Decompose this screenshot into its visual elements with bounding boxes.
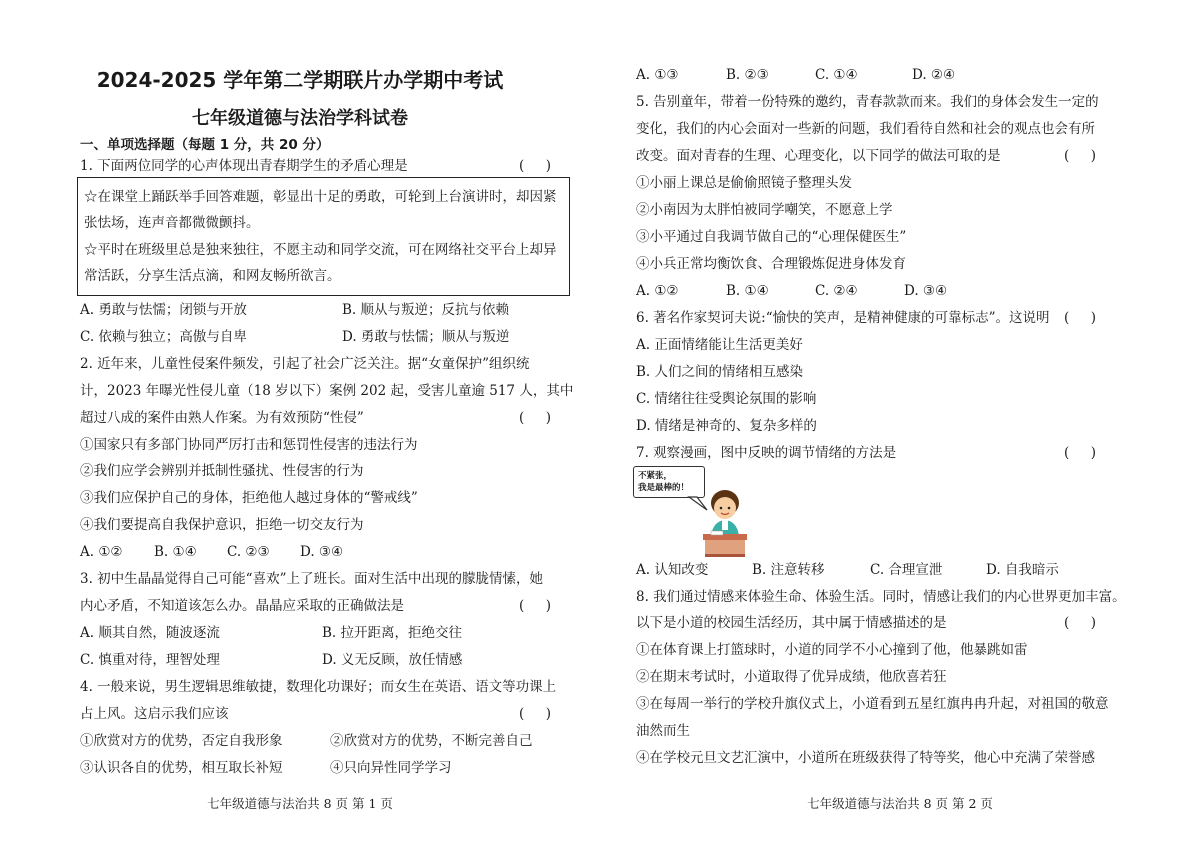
q4-option-c: C. ①④ bbox=[815, 67, 858, 83]
q6-option-b: B. 人们之间的情绪相互感染 bbox=[636, 364, 804, 380]
q4-item: ①欣赏对方的优势，否定自我形象 bbox=[80, 733, 283, 749]
q1-option-d: D. 勇敢与怯懦；顺从与叛逆 bbox=[342, 329, 510, 345]
q4-item: ④只向异性同学学习 bbox=[330, 760, 452, 776]
q2-item: ④我们要提高自我保护意识，拒绝一切交友行为 bbox=[80, 517, 364, 533]
q2-stem-line: 超过八成的案件由熟人作案。为有效预防“性侵” bbox=[80, 410, 364, 426]
q2-option-a: A. ①② bbox=[80, 544, 123, 560]
exam-title: 2024-2025 学年第二学期联片办学期中考试 bbox=[96, 68, 504, 92]
q4-item: ③认识各自的优势，相互取长补短 bbox=[80, 760, 283, 776]
q1-box-line: ☆平时在班级里总是独来独往，不愿主动和同学交流，可在网络社交平台上却异 bbox=[84, 242, 557, 258]
q2-option-d: D. ③④ bbox=[300, 544, 344, 560]
right-page bbox=[600, 0, 1200, 847]
q5-option-c: C. ②④ bbox=[815, 283, 858, 299]
q4-item: ②欣赏对方的优势，不断完善自己 bbox=[330, 733, 533, 749]
q5-option-b: B. ①④ bbox=[726, 283, 769, 299]
q3-answer-paren: ( ) bbox=[519, 598, 551, 614]
q3-stem-line: 3. 初中生晶晶觉得自己可能“喜欢”上了班长。面对生活中出现的朦胧情愫，她 bbox=[80, 571, 543, 587]
q3-option-b: B. 拉开距离，拒绝交往 bbox=[322, 625, 463, 641]
q5-stem-line: 改变。面对青春的生理、心理变化，以下同学的做法可取的是 bbox=[636, 148, 1001, 164]
q5-item: ③小平通过自我调节做自己的“心理保健医生” bbox=[636, 229, 907, 245]
q6-option-a: A. 正面情绪能让生活更美好 bbox=[636, 337, 803, 353]
bubble-line: 我是最棒的！ bbox=[638, 483, 690, 493]
q1-option-c: C. 依赖与独立；高傲与自卑 bbox=[80, 329, 247, 345]
student-at-desk-illustration bbox=[633, 466, 748, 558]
q8-item: 油然而生 bbox=[636, 723, 690, 739]
q7-option-c: C. 合理宣泄 bbox=[870, 562, 943, 578]
q2-stem-line: 计，2023 年曝光性侵儿童（18 岁以下）案例 202 起，受害儿童逾 517 人，其中 bbox=[80, 383, 574, 399]
q5-option-a: A. ①② bbox=[636, 283, 679, 299]
q1-answer-paren: ( ) bbox=[519, 158, 551, 174]
section-heading: 一、单项选择题（每题 1 分，共 20 分） bbox=[80, 137, 330, 153]
bubble-line: 不紧张， bbox=[638, 471, 673, 481]
q3-option-a: A. 顺其自然，随波逐流 bbox=[80, 625, 220, 641]
q2-answer-paren: ( ) bbox=[519, 410, 551, 426]
q4-stem-line: 4. 一般来说，男生逻辑思维敏捷，数理化功课好；而女生在英语、语文等功课上 bbox=[80, 679, 557, 695]
q3-option-c: C. 慎重对待，理智处理 bbox=[80, 652, 220, 668]
q5-item: ④小兵正常均衡饮食、合理锻炼促进身体发育 bbox=[636, 256, 906, 272]
q4-option-d: D. ②④ bbox=[912, 67, 956, 83]
q6-answer-paren: ( ) bbox=[1064, 310, 1096, 326]
q5-item: ②小南因为太胖怕被同学嘲笑，不愿意上学 bbox=[636, 202, 893, 218]
q1-option-a: A. 勇敢与怯懦；闭锁与开放 bbox=[80, 302, 247, 318]
q7-cartoon bbox=[633, 466, 748, 558]
q1-box-line: ☆在课堂上踊跃举手回答难题，彰显出十足的勇敢，可轮到上台演讲时，却因紧 bbox=[84, 189, 557, 205]
q2-item: ③我们应保护自己的身体，拒绝他人越过身体的“警戒线” bbox=[80, 490, 418, 506]
q5-answer-paren: ( ) bbox=[1064, 148, 1096, 164]
q8-item: ④在学校元旦文艺汇演中，小道所在班级获得了特等奖，他心中充满了荣誉感 bbox=[636, 750, 1095, 766]
q7-option-d: D. 自我暗示 bbox=[986, 562, 1059, 578]
exam-subtitle: 七年级道德与法治学科试卷 bbox=[192, 108, 408, 129]
q4-option-b: B. ②③ bbox=[726, 67, 769, 83]
q2-item: ②我们应学会辨别并抵制性骚扰、性侵害的行为 bbox=[80, 463, 364, 479]
q6-option-c: C. 情绪往往受舆论氛围的影响 bbox=[636, 391, 817, 407]
q2-option-c: C. ②③ bbox=[227, 544, 270, 560]
q3-option-d: D. 义无反顾，放任情感 bbox=[322, 652, 463, 668]
q6-stem: 6. 著名作家契诃夫说:“愉快的笑声，是精神健康的可靠标志”。这说明 bbox=[636, 310, 1050, 326]
page-footer-left: 七年级道德与法治共 8 页 第 1 页 bbox=[207, 796, 393, 811]
q1-box-line: 常活跃，分享生活点滴，和网友畅所欲言。 bbox=[84, 268, 341, 284]
q4-answer-paren: ( ) bbox=[519, 706, 551, 722]
q1-stem: 1. 下面两位同学的心声体现出青春期学生的矛盾心理是 bbox=[80, 158, 408, 174]
q7-stem: 7. 观察漫画，图中反映的调节情绪的方法是 bbox=[636, 445, 897, 461]
q6-option-d: D. 情绪是神奇的、复杂多样的 bbox=[636, 418, 817, 434]
q8-item: ①在体育课上打篮球时，小道的同学不小心撞到了他，他暴跳如雷 bbox=[636, 642, 1028, 658]
q7-option-a: A. 认知改变 bbox=[636, 562, 709, 578]
q5-stem-line: 5. 告别童年，带着一份特殊的邀约，青春款款而来。我们的身体会发生一定的 bbox=[636, 94, 1099, 110]
q2-stem-line: 2. 近年来，儿童性侵案件频发，引起了社会广泛关注。据“女童保护”组织统 bbox=[80, 356, 530, 372]
page-footer-right: 七年级道德与法治共 8 页 第 2 页 bbox=[807, 796, 993, 811]
q4-stem-line: 占上风。这启示我们应该 bbox=[80, 706, 229, 722]
q8-stem-line: 以下是小道的校园生活经历，其中属于情感描述的是 bbox=[636, 615, 947, 631]
q1-option-b: B. 顺从与叛逆；反抗与依赖 bbox=[342, 302, 510, 318]
q5-option-d: D. ③④ bbox=[904, 283, 948, 299]
q5-item: ①小丽上课总是偷偷照镜子整理头发 bbox=[636, 175, 852, 191]
q7-option-b: B. 注意转移 bbox=[752, 562, 825, 578]
q2-option-b: B. ①④ bbox=[154, 544, 197, 560]
q1-box-line: 张怯场，连声音都微微颤抖。 bbox=[84, 215, 260, 231]
q8-item: ②在期末考试时，小道取得了优异成绩，他欣喜若狂 bbox=[636, 669, 947, 685]
q3-stem-line: 内心矛盾，不知道该怎么办。晶晶应采取的正确做法是 bbox=[80, 598, 404, 614]
q8-item: ③在每周一举行的学校升旗仪式上，小道看到五星红旗冉冉升起，对祖国的敬意 bbox=[636, 696, 1109, 712]
q2-item: ①国家只有多部门协同严厉打击和惩罚性侵害的违法行为 bbox=[80, 437, 418, 453]
q8-answer-paren: ( ) bbox=[1064, 615, 1096, 631]
q5-stem-line: 变化，我们的内心会面对一些新的问题，我们看待自然和社会的观点也会有所 bbox=[636, 121, 1095, 137]
q8-stem-line: 8. 我们通过情感来体验生命、体验生活。同时，情感让我们的内心世界更加丰富。 bbox=[636, 589, 1126, 605]
q4-option-a: A. ①③ bbox=[636, 67, 679, 83]
q7-answer-paren: ( ) bbox=[1064, 445, 1096, 461]
